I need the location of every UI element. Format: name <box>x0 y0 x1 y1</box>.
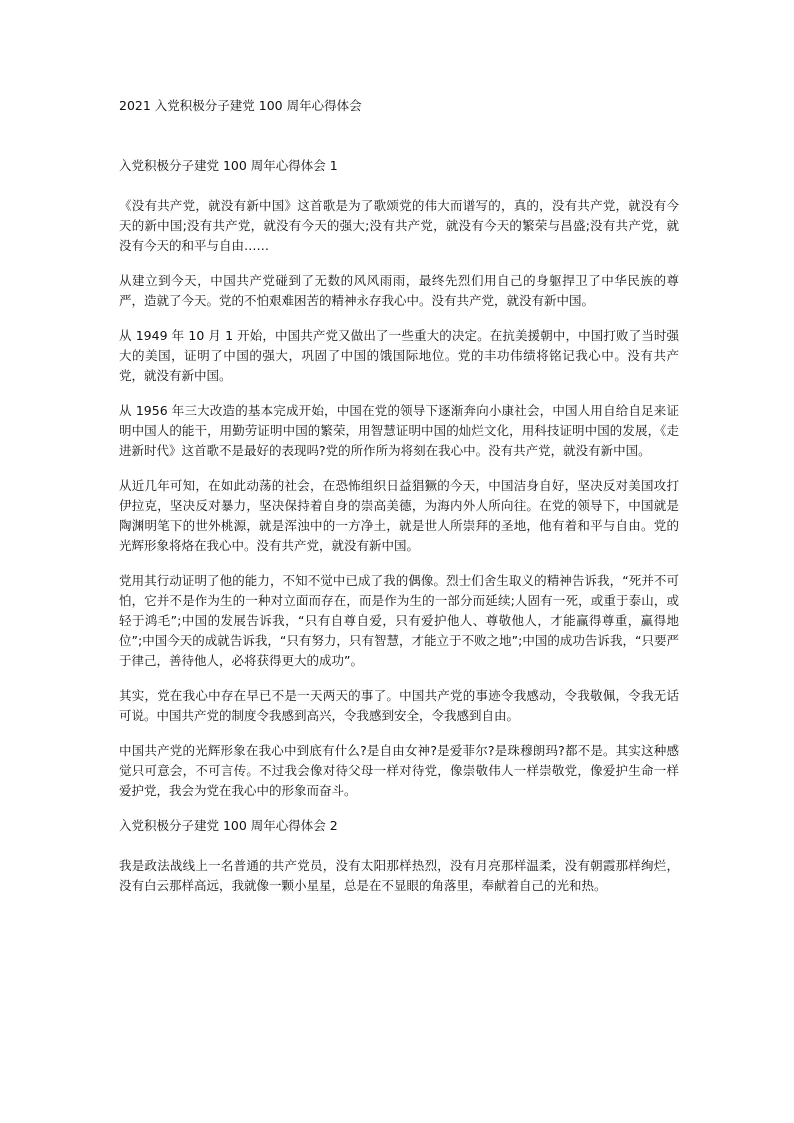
section-1-paragraph-8: 中国共产党的光辉形象在我心中到底有什么?是自由女神?是爱菲尔?是珠穆朗玛?都不是。其实这种感觉只可意会，不可言传。不过我会像对待父母一样对待党，像崇敬伟人一样崇敬党，像爱护生命一样爱护党，我会为党在我心中的形象而奋斗。 <box>119 743 679 798</box>
section-1-paragraph-2: 从建立到今天，中国共产党碰到了无数的风风雨雨，最终先烈们用自己的身躯捍卫了中华民族的尊严，造就了今天。党的不怕艰难困苦的精神永存我心中。没有共产党，就没有新中国。 <box>119 273 679 308</box>
section-2-heading: 入党积极分子建党 100 周年心得体会 2 <box>119 818 338 833</box>
document-content <box>119 96 679 911</box>
section-1-paragraph-3: 从 1949 年 10 月 1 开始，中国共产党又做出了一些重大的决定。在抗美援朝中，中国打败了当时强大的美国，证明了中国的强大，巩固了中国的饿国际地位。党的丰功伟绩将铭记我心中。没有共产党，就没有新中国。 <box>119 328 679 383</box>
section-1-paragraph-1: 《没有共产党，就没有新中国》这首歌是为了歌颂党的伟大而谱写的，真的，没有共产党，就没有今天的新中国;没有共产党，就没有今天的强大;没有共产党，就没有今天的繁荣与昌盛;没有共产党，就没有今天的和平与自由…… <box>119 198 679 253</box>
section-1-paragraph-6: 党用其行动证明了他的能力，不知不觉中已成了我的偶像。烈士们舍生取义的精神告诉我，“死并不可怕，它并不是作为生的一种对立面而存在，而是作为生的一部分而延续;人固有一死，或重于泰山，或轻于鸿毛”;中国的发展告诉我，“只有自尊自爱，只有爱护他人、尊敬他人，才能赢得尊重，赢得地位”;中国今天的成就告诉我，“只有努力，只有智慧，才能立于不败之地”;中国的成功告诉我，“只要严于律己，善待他人，必将获得更大的成功”。 <box>119 573 679 668</box>
section-1-paragraph-7: 其实，党在我心中存在早已不是一天两天的事了。中国共产党的事迹令我感动，令我敬佩，令我无话可说。中国共产党的制度令我感到高兴，令我感到安全，令我感到自由。 <box>119 688 679 723</box>
section-1-paragraph-4: 从 1956 年三大改造的基本完成开始，中国在党的领导下逐渐奔向小康社会，中国人用自给自足来证明中国人的能干，用勤劳证明中国的繁荣，用智慧证明中国的灿烂文化，用科技证明中国的发展，《走进新时代》这首歌不是最好的表现吗?党的所作所为将刻在我心中。没有共产党，就没有新中国。 <box>119 403 679 458</box>
section-2-paragraph-1: 我是政法战线上一名普通的共产党员，没有太阳那样热烈，没有月亮那样温柔，没有朝霞那样绚烂，没有白云那样高远，我就像一颗小星星，总是在不显眼的角落里，奉献着自己的光和热。 <box>119 858 679 893</box>
document-title: 2021 入党积极分子建党 100 周年心得体会 <box>119 98 362 113</box>
section-1-paragraph-5: 从近几年可知，在如此动荡的社会，在恐怖组织日益猖獗的今天，中国洁身自好，坚决反对美国攻打伊拉克，坚决反对暴力，坚决保持着自身的崇高美德，为海内外人所向往。在党的领导下，中国就是陶渊明笔下的世外桃源，就是浑浊中的一方净土，就是世人所崇拜的圣地，他有着和平与自由。党的光辉形象将烙在我心中。没有共产党，就没有新中国。 <box>119 478 679 553</box>
section-1-heading: 入党积极分子建党 100 周年心得体会 1 <box>119 158 338 173</box>
